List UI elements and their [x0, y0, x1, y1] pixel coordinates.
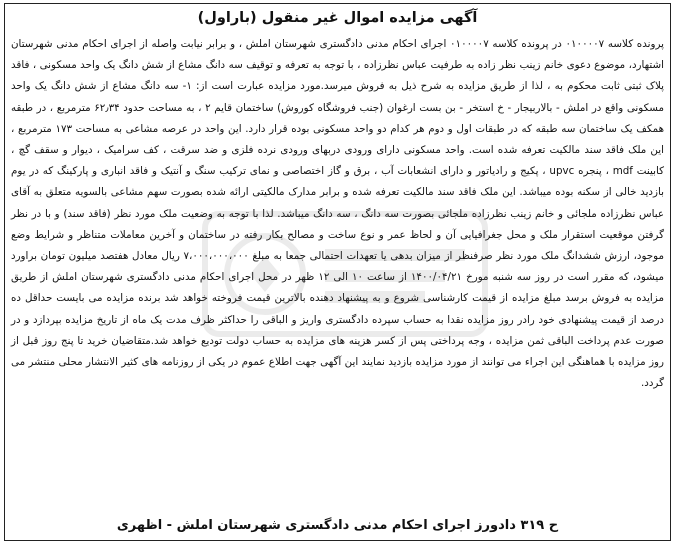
- notice-title: آگهی مزایده اموال غیر منقول (باراول): [197, 10, 478, 26]
- auction-notice: [4, 3, 671, 541]
- notice-footer: ح ۳۱۹ دادورز اجرای احکام مدنی دادگستری شهرستان املش - اظهری: [116, 518, 559, 533]
- notice-body: پرونده کلاسه ۰۱۰۰۰۰۷ در پرونده کلاسه ۰۱۰۰۰۰۷ اجرای احکام مدنی دادگستری شهرستان املش ، و برابر نیابت واصله از اجرای احکام مدنی شهرستان اشتهارد، موضوع دعوی خانم زینب نظر زاده به طرفیت عباس نظرزاده ، با توجه به تعرفه و توقیف سه دانگ مشاع از شش دانگ یک واحد مسکونی ، فاقد پلاک ثبتی ثابت محکوم به ، لذا از طریق مزایده به شرح ذیل به فروش میرسد.مورد مزایده عبارت است از: ۱- سه دانگ مشاع از شش دانگ یک واحد مسکونی واقع در املش - بالاربیجار - خ استخر - بن بست ارغوان (جنب فروشگاه کوروش) ساختمان قایم ۲ ، به مساحت حدود ۶۲٫۳۴ مترمربع ، در طبقه همکف یک ساختمان سه طبقه که در طبقات اول و دوم هر کدام دو واحد مسکونی بوده قرار دارد. این واحد در عرصه مشاعی به مساحت ۱۷۳ مترمربع ، این ملک فاقد سند مالکیت تعرفه شده است. واحد مسکونی دارای ورودی دربهای ورودی نرده فلزی و ضد سرقت ، کف سرامیک ، دیوار و سقف گچ ، کابینت mdf ، پنجره upvc ، پکیج و رادیاتور و دارای انشعابات آب ، برق و گاز اختصاصی و نمای ترکیب سنگ و آنتیک و فاقد انباری و پارکینگ که در یوم بازدید خالی از سکنه بوده میباشد. این ملک فاقد سند مالکیت تعرفه شده و برابر مدارک مالکیتی ارائه شده بصورت سهم مشاعی بالسویه متعلق به آقای عباس نظرزاده ملجائی و خانم زینب نظرزاده ملجائی بصورت سه دانگ ، سه دانگ میباشد. لذا با توجه به وضعیت ملک مورد نظر (فاقد سند) و با در نظر گرفتن موقعیت استقرار ملک و محل جغرافیایی آن و لحاظ عمر و نوع ساخت و مصالح بکار رفته در ساختمان و آخرین معاملات متناظر و شرایط وضع موجود، ارزش ششدانگ ملک مورد نظر صرفنظر از میزان بدهی یا تعهدات احتمالی جمعا به مبلغ ۷،۰۰۰،۰۰۰،۰۰۰ ریال معادل هفتصد میلیون تومان براورد میشود، که مقرر است در روز سه شنبه مورخ ۱۴۰۰/۰۴/۲۱ از ساعت ۱۰ الی ۱۲ ظهر در محل اجرای احکام مدنی دادگستری شهرستان املش از طریق مزایده به فروش برسد مبلغ مزایده از قیمت کارشناسی شروع و به پیشنهاد دهنده بالاترین قیمت فروخته خواهد شد برنده مزایده می بایست حداقل ده درصد از قیمت پیشنهادی خود رادر روز مزایده نقدا به حساب سپرده دادگستری واریز و الباقی را حداکثر ظرف مدت یک ماه از تاریخ مزایده بپردازد و در صورت عدم پرداخت الباقی ثمن مزایده ، وجه پرداختی پس از کسر هزینه های مزایده به حساب دولت تودیع خواهد شد.متقاضیان خرید تا پنج روز قبل از روز مزایده با هماهنگی این اجراء می توانند از مورد مزایده بازدید نمایند این آگهی جهت اطلاع عموم در یکی از روزنامه های کثیر الانتشار محلی منتشر می گردد.: [11, 38, 665, 390]
